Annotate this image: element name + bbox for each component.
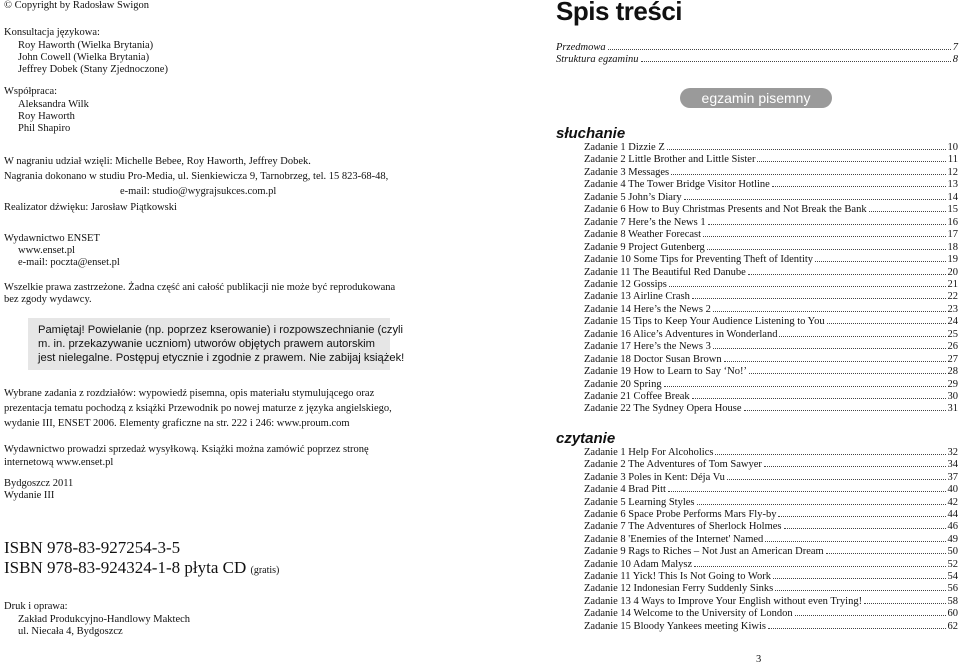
toc-entry-title: Zadanie 22 The Sydney Opera House (584, 403, 742, 415)
recording-line: W nagraniu udział wzięli: Michelle Bebee, Roy Haworth, Jeffrey Dobek. (4, 156, 311, 167)
toc-entry (556, 42, 958, 54)
toc-entry-title: Zadanie 21 Coffee Break (584, 391, 690, 402)
page-title: Spis treści (556, 0, 683, 26)
toc-entry (584, 142, 958, 154)
isbn-cd-note: (gratis) (250, 565, 280, 576)
toc-entry (584, 167, 958, 179)
toc-entry-title: Struktura egzaminu (556, 54, 639, 65)
toc-leader-dots (779, 335, 945, 337)
toc-entry-page: 30 (947, 391, 958, 402)
toc-entry-title: Zadanie 5 John’s Diary (584, 191, 682, 203)
toc-entry-title: Zadanie 13 4 Ways to Improve Your English without even Trying! (584, 595, 863, 607)
toc-entry (584, 608, 958, 620)
toc-entry (584, 497, 958, 509)
toc-entry-page: 60 (947, 608, 958, 620)
toc-entry (584, 267, 958, 279)
toc-leader-dots (768, 627, 946, 629)
toc-entry-title: Zadanie 4 Brad Pitt (584, 484, 666, 496)
toc-entry-title: Zadanie 17 Here’s the News 3 (584, 341, 711, 353)
toc-entry (584, 484, 958, 496)
toc-entry (584, 341, 958, 353)
toc-entry (584, 521, 958, 533)
toc-leader-dots (784, 527, 946, 529)
toc-entry-title: Zadanie 9 Rags to Riches – Not Just an American Dream (584, 546, 824, 558)
toc-entry (584, 329, 958, 341)
toc-entry-page: 7 (952, 42, 958, 53)
toc-entry (584, 204, 958, 216)
toc-leader-dots (727, 478, 946, 480)
toc-entry (584, 304, 958, 316)
recording-line: Realizator dźwięku: Jarosław Piątkowski (4, 202, 177, 213)
toc-entry-page: 8 (952, 54, 958, 65)
selected-tasks-line: Wybrane zadania z rozdziałów: wypowiedź pisemna, opis materiału stymulującego oraz (4, 388, 375, 399)
toc-entry-title: Zadanie 8 Weather Forecast (584, 229, 702, 241)
toc-entry (584, 534, 958, 546)
toc-entry-title: Zadanie 20 Spring (584, 378, 662, 390)
toc-entry-title: Zadanie 11 Yick! This Is Not Going to Work (584, 571, 771, 582)
toc-entry (584, 316, 958, 328)
toc-leader-dots (764, 465, 946, 467)
toc-entry-title: Zadanie 6 Space Probe Performs Mars Fly-by (584, 509, 777, 520)
toc-leader-dots (795, 614, 946, 616)
copyright-notice-box (28, 318, 405, 370)
toc-leader-dots (778, 515, 945, 517)
toc-entry-title: Zadanie 7 The Adventures of Sherlock Holmes (584, 521, 782, 533)
toc-entry-page: 49 (947, 533, 958, 545)
toc-entry-page: 56 (947, 583, 958, 595)
toc-entry-page: 58 (947, 595, 958, 607)
toc-leader-dots (608, 48, 951, 50)
consultant-line: Roy Haworth (Wielka Brytania) (18, 40, 154, 51)
toc-entry-title: Zadanie 12 Indonesian Ferry Suddenly Sinks (584, 583, 774, 595)
toc-entry (584, 154, 958, 166)
toc-entry-page: 28 (947, 366, 958, 378)
selected-tasks-line: prezentacja tematu pochodzą z książki Przewodnik po nowej maturze z języka angielskiego, (4, 403, 392, 414)
toc-entry (584, 242, 958, 254)
toc-leader-dots (703, 235, 945, 237)
reading-heading: czytanie (556, 430, 616, 447)
notice-line: Pamiętaj! Powielanie (np. poprzez kserowanie) i rozpowszechnianie (czyli (38, 324, 404, 336)
publisher-name: Wydawnictwo ENSET (4, 233, 100, 244)
toc-entry-page: 12 (947, 166, 958, 178)
toc-entry (584, 447, 958, 459)
toc-leader-dots (827, 322, 946, 324)
consultant-line: Jeffrey Dobek (Stany Zjednoczone) (18, 64, 168, 75)
toc-entry-title: Zadanie 10 Some Tips for Preventing Theft of Identity (584, 254, 814, 266)
toc-entry-title: Zadanie 15 Tips to Keep Your Audience Listening to You (584, 316, 825, 328)
toc-entry (584, 279, 958, 291)
consult-heading: Konsultacja językowa: (4, 27, 100, 38)
toc-entry-page: 20 (947, 266, 958, 278)
toc-leader-dots (744, 409, 946, 411)
toc-entry-page: 54 (947, 571, 958, 582)
publisher-www: www.enset.pl (18, 245, 76, 256)
toc-entry-page: 16 (947, 216, 958, 228)
selected-tasks-line: wydanie III, ENSET 2006. Elementy graficzne na str. 222 i 246: www.proum.com (4, 418, 350, 429)
toc-entry-page: 37 (947, 471, 958, 483)
isbn-book: ISBN 978-83-927254-3-5 (4, 538, 181, 557)
toc-entry (584, 254, 958, 266)
toc-entry-page: 18 (947, 241, 958, 253)
toc-entry-title: Zadanie 7 Here’s the News 1 (584, 216, 706, 228)
toc-entry-page: 23 (947, 303, 958, 315)
publisher-email: e-mail: poczta@enset.pl (18, 257, 120, 268)
isbn-cd (4, 558, 279, 580)
toc-entry-page: 22 (947, 291, 958, 303)
cooperator-line: Roy Haworth (18, 111, 75, 122)
rights-line: bez zgody wydawcy. (4, 294, 92, 305)
toc-leader-dots (708, 223, 946, 225)
toc-entry-page: 17 (947, 229, 958, 241)
toc-entry (584, 217, 958, 229)
toc-entry (584, 596, 958, 608)
toc-entry-title: Zadanie 3 Messages (584, 166, 670, 178)
print-line: ul. Niecała 4, Bydgoszcz (18, 626, 123, 637)
sales-line: Wydawnictwo prowadzi sprzedaż wysyłkową. Książki można zamówić poprzez stronę (4, 444, 369, 455)
toc-entry-title: Zadanie 1 Help For Alcoholics (584, 447, 714, 458)
toc-entry-page: 62 (947, 620, 958, 632)
toc-entry (584, 546, 958, 558)
toc-entry (584, 459, 958, 471)
toc-leader-dots (775, 589, 945, 591)
toc-entry-title: Zadanie 1 Dizzie Z (584, 142, 665, 153)
toc-entry (584, 559, 958, 571)
toc-leader-dots (697, 503, 946, 505)
toc-entry-page: 27 (947, 353, 958, 365)
toc-leader-dots (707, 248, 946, 250)
toc-entry (584, 366, 958, 378)
toc-entry-title: Zadanie 2 The Adventures of Tom Sawyer (584, 459, 762, 471)
toc-entry-title: Zadanie 4 The Tower Bridge Visitor Hotline (584, 179, 770, 191)
toc-entry-page: 32 (947, 447, 958, 458)
toc-leader-dots (757, 160, 945, 162)
toc-entry-title: Zadanie 11 The Beautiful Red Danube (584, 266, 746, 278)
toc-entry-title: Zadanie 6 How to Buy Christmas Presents and Not Break the Bank (584, 204, 867, 216)
toc-entry (584, 229, 958, 241)
toc-entry-title: Zadanie 18 Doctor Susan Brown (584, 353, 722, 365)
toc-leader-dots (684, 198, 946, 200)
print-heading: Druk i oprawa: (4, 601, 68, 612)
toc-leader-dots (765, 540, 945, 542)
toc-entry-page: 19 (947, 254, 958, 266)
toc-leader-dots (692, 297, 946, 299)
print-line: Zakład Produkcyjno-Handlowy Maktech (18, 614, 191, 625)
recording-email: e-mail: studio@wygrajsukces.com.pl (120, 186, 277, 197)
toc-leader-dots (869, 210, 946, 212)
toc-entry-page: 24 (947, 316, 958, 328)
toc-entry-page: 46 (947, 521, 958, 533)
toc-leader-dots (668, 490, 946, 492)
toc-entry-page: 11 (947, 154, 958, 166)
toc-leader-dots (669, 285, 946, 287)
toc-entry-page: 15 (947, 204, 958, 216)
cooperator-line: Aleksandra Wilk (18, 99, 89, 110)
notice-line: jest nielegalne. Postępuj etycznie i zgodnie z prawem. Nie zabijaj książek! (38, 352, 405, 364)
toc-entry (584, 571, 958, 583)
toc-leader-dots (748, 273, 946, 275)
toc-leader-dots (826, 552, 946, 554)
toc-entry (584, 379, 958, 391)
toc-entry-title: Zadanie 8 'Enemies of the Internet' Named (584, 533, 764, 545)
toc-entry-page: 25 (947, 328, 958, 340)
isbn-cd-number: ISBN 978-83-924324-1-8 płyta CD (4, 558, 247, 577)
toc-entry-title: Zadanie 2 Little Brother and Little Sister (584, 154, 756, 166)
toc-leader-dots (864, 602, 945, 604)
toc-entry-page: 34 (947, 459, 958, 471)
toc-entry (584, 192, 958, 204)
toc-entry-title: Zadanie 16 Alice’s Adventures in Wonderland (584, 328, 778, 340)
toc-entry-page: 13 (947, 179, 958, 191)
toc-entry-page: 50 (947, 546, 958, 558)
toc-entry-title: Zadanie 14 Welcome to the University of London (584, 608, 793, 620)
toc-entry-title: Zadanie 19 How to Learn to Say ‘No!’ (584, 366, 747, 378)
toc-leader-dots (713, 347, 946, 349)
edition-place: Bydgoszcz 2011 (4, 478, 74, 489)
toc-entry-page: 14 (947, 191, 958, 203)
toc-entry-title: Zadanie 13 Airline Crash (584, 291, 690, 303)
toc-entry (584, 354, 958, 366)
toc-entry-title: Zadanie 3 Poles in Kent: Déja Vu (584, 471, 725, 483)
toc-entry-title: Zadanie 15 Bloody Yankees meeting Kiwis (584, 620, 766, 632)
toc-entry-title: Zadanie 5 Learning Styles (584, 496, 695, 508)
cooperator-line: Phil Shapiro (18, 123, 71, 134)
toc-leader-dots (692, 397, 946, 399)
toc-entry-title: Zadanie 14 Here’s the News 2 (584, 303, 711, 315)
toc-entry-page: 26 (947, 341, 958, 353)
listening-heading: słuchanie (556, 125, 626, 142)
toc-entry-page: 31 (947, 403, 958, 415)
toc-entry (584, 509, 958, 521)
toc-entry-title: Zadanie 9 Project Gutenberg (584, 241, 705, 253)
toc-entry (584, 472, 958, 484)
toc-leader-dots (772, 185, 946, 187)
toc-entry (584, 391, 958, 403)
toc-leader-dots (713, 310, 946, 312)
toc-entry (584, 403, 958, 415)
toc-entry-title: Przedmowa (556, 42, 606, 53)
toc-leader-dots (715, 453, 945, 455)
rights-line: Wszelkie prawa zastrzeżone. Żadna część ani całość publikacji nie może być reprodukowana (4, 282, 396, 293)
recording-line: Nagrania dokonano w studiu Pro-Media, ul. Sienkiewicza 9, Tarnobrzeg, tel. 15 823-68-48, (4, 171, 389, 182)
sales-line: internetową www.enset.pl (4, 457, 114, 468)
toc-entry-page: 21 (947, 278, 958, 290)
toc-leader-dots (694, 565, 945, 567)
toc-leader-dots (667, 148, 946, 150)
copyright-line: © Copyright by Radosław Swigon (4, 0, 150, 11)
toc-leader-dots (641, 60, 951, 62)
toc-entry (584, 583, 958, 595)
toc-entry (584, 621, 958, 633)
toc-entry-page: 44 (947, 509, 958, 520)
toc-entry-page: 52 (947, 558, 958, 570)
edition-number: Wydanie III (4, 490, 55, 501)
page-number: 3 (756, 654, 762, 665)
toc-entry-page: 42 (947, 496, 958, 508)
toc-leader-dots (773, 577, 946, 579)
toc-entry (584, 179, 958, 191)
toc-entry (556, 54, 958, 66)
toc-entry-page: 29 (947, 378, 958, 390)
toc-leader-dots (724, 360, 946, 362)
toc-leader-dots (671, 173, 945, 175)
toc-entry (584, 291, 958, 303)
coop-heading: Współpraca: (4, 86, 58, 97)
toc-entry-title: Zadanie 10 Adam Malysz (584, 558, 693, 570)
section-pill: egzamin pisemny (680, 88, 832, 108)
toc-entry-page: 10 (947, 142, 958, 153)
toc-leader-dots (664, 385, 946, 387)
toc-leader-dots (815, 260, 945, 262)
toc-entry-page: 40 (947, 484, 958, 496)
toc-leader-dots (749, 372, 946, 374)
notice-line: m. in. przekazywanie uczniom) utworów objętych prawem autorskim (38, 338, 375, 350)
consultant-line: John Cowell (Wielka Brytania) (18, 52, 150, 63)
toc-entry-title: Zadanie 12 Gossips (584, 278, 667, 290)
